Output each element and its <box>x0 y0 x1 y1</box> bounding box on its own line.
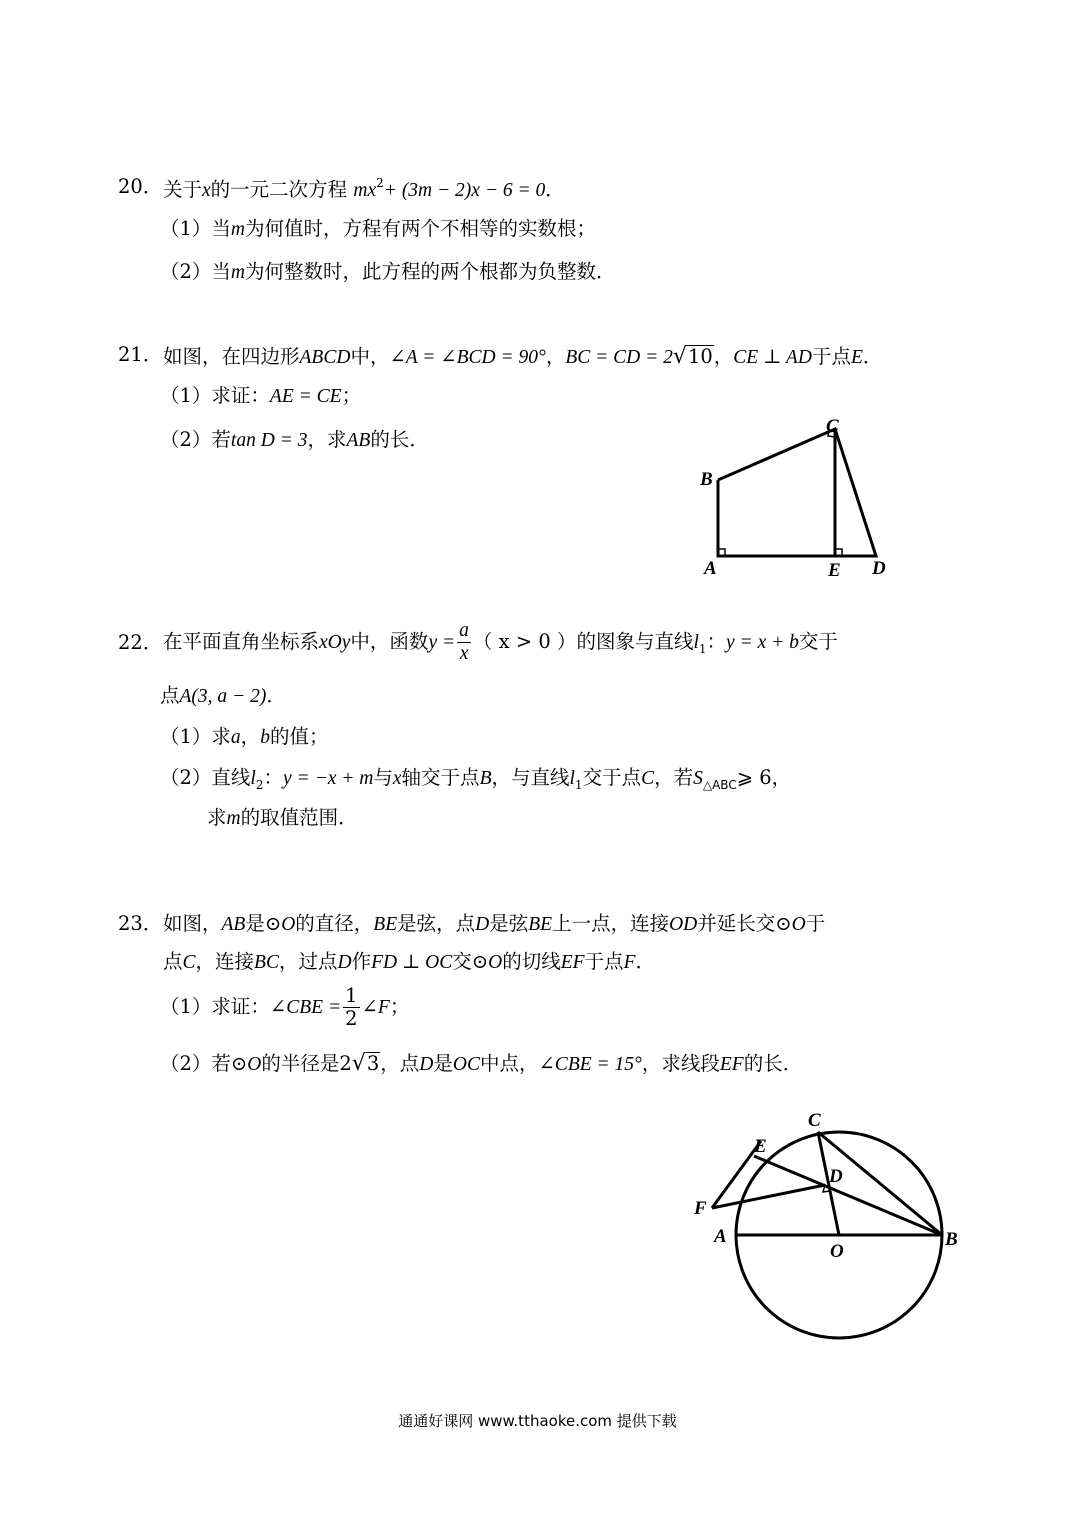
q23-label-f: F <box>694 1198 707 1219</box>
q23-chord-be <box>754 1156 942 1235</box>
q21-stem: 如图，在四边形ABCD中，∠A = ∠BCD = 90°，BC = CD = 2√10，CE ⊥ AD于点E． <box>163 344 883 369</box>
q23-label-a: A <box>714 1226 727 1247</box>
q23-part1: （1）求证：∠CBE = $\frac{1}{2}$ ∠F； <box>160 983 410 1030</box>
q23-figure <box>690 1100 980 1350</box>
q20-stem: 关于x的一元二次方程 $mx^2+ (3m - 2)x - 6 = 0$． <box>163 176 565 201</box>
q20-part2: （2）当m为何整数时，此方程的两个根都为负整数． <box>160 260 616 283</box>
q23-number: 23． <box>118 912 163 935</box>
q21-label-e: E <box>828 560 841 581</box>
q23-stem-line2: 点C，连接BC，过点D作FD ⊥ OC交⊙O的切线EF于点F． <box>163 950 655 973</box>
q22-number: 22． <box>118 631 163 654</box>
q21-part2: （2）若tan D = 3，求AB的长． <box>160 428 429 451</box>
q23-label-b: B <box>945 1229 958 1250</box>
q23-label-o: O <box>830 1241 844 1262</box>
q22-part2: （2）直线$l_2$：y = −x + m与x轴交于点B，与直线$l_1$交于点C，若$S_{\triangle ABC}⩾$ 6， <box>160 766 792 792</box>
q23-stem: 如图，AB是⊙O的直径，BE是弦，点D是弦BE上一点，连接OD并延长交⊙O于 <box>163 912 826 935</box>
q23-label-c: C <box>808 1110 821 1131</box>
q21-label-a: A <box>704 558 717 579</box>
q21-figure <box>690 412 890 582</box>
page-footer: 通通好课网 www.tthaoke.com 提供下载 <box>398 1412 677 1430</box>
q21-label-b: B <box>700 469 713 490</box>
q20-number: 20． <box>118 175 163 198</box>
q20-part1: （1）当m为何值时，方程有两个不相等的实数根； <box>160 217 597 240</box>
q21-part1: （1）求证：AE = CE； <box>160 384 362 407</box>
q23-part2: （2）若⊙O的半径是2√3，点D是OC中点，∠CBE = 15°，求线段EF的长． <box>160 1051 803 1076</box>
q21-label-d: D <box>872 558 886 579</box>
q21-quad-outline <box>718 429 876 556</box>
q22-stem: 在平面直角坐标系xOy中，函数y = $\frac{a}{x}$ （ x > 0 ）的图象与直线$l_1$：y = x + b交于 <box>163 619 838 664</box>
q22-part1: （1）求a，b的值； <box>160 725 329 748</box>
q22-stem-line2: 点A(3, a − 2)． <box>160 684 286 707</box>
q23-label-e: E <box>754 1136 767 1157</box>
q21-label-c: C <box>826 416 839 437</box>
q23-segment-fd <box>712 1185 825 1208</box>
q23-label-d: D <box>829 1166 843 1187</box>
q21-number: 21． <box>118 343 163 366</box>
q22-part2-line2: 求m的取值范围． <box>207 806 358 829</box>
